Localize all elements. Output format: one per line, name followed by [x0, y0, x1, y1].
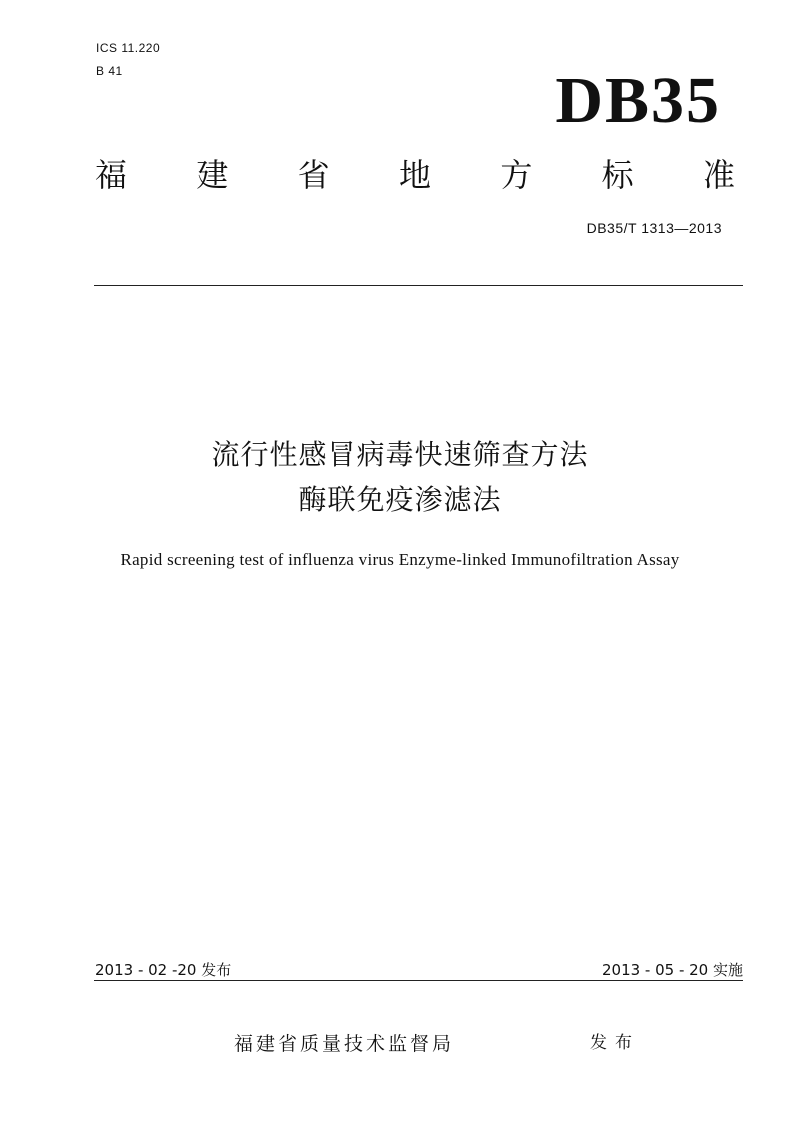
title-chinese-line2: 酶联免疫渗滤法	[298, 483, 502, 516]
implementation-date: 2013 - 05 - 20 实施	[601, 961, 743, 979]
issue-label: 发布	[590, 1033, 640, 1053]
title-chinese-line1: 流行性感冒病毒快速筛查方法	[211, 438, 589, 471]
title-english: Rapid screening test of influenza virus Enzyme-linked Immunofiltration Assay	[120, 550, 680, 569]
standard-type-char: 方	[500, 156, 533, 194]
standard-type-char: 福	[95, 156, 128, 194]
standard-type-char: 准	[702, 156, 735, 194]
standard-number: DB35/T 1313—2013	[586, 220, 722, 236]
standard-type-char: 标	[601, 156, 634, 194]
standard-type-char: 地	[398, 156, 431, 194]
ics-code: ICS 11.220	[96, 41, 161, 55]
standard-type-char: 建	[196, 156, 229, 194]
issuing-authority: 福建省质量技术监督局	[234, 1033, 455, 1055]
header-divider	[94, 285, 743, 286]
standard-type-char: 省	[297, 156, 330, 194]
release-date: 2013 - 02 -20 发布	[95, 961, 232, 979]
footer-divider	[94, 980, 743, 981]
standard-code: DB35	[555, 64, 721, 137]
standard-type	[95, 155, 735, 195]
classification-code: B 41	[96, 64, 123, 78]
